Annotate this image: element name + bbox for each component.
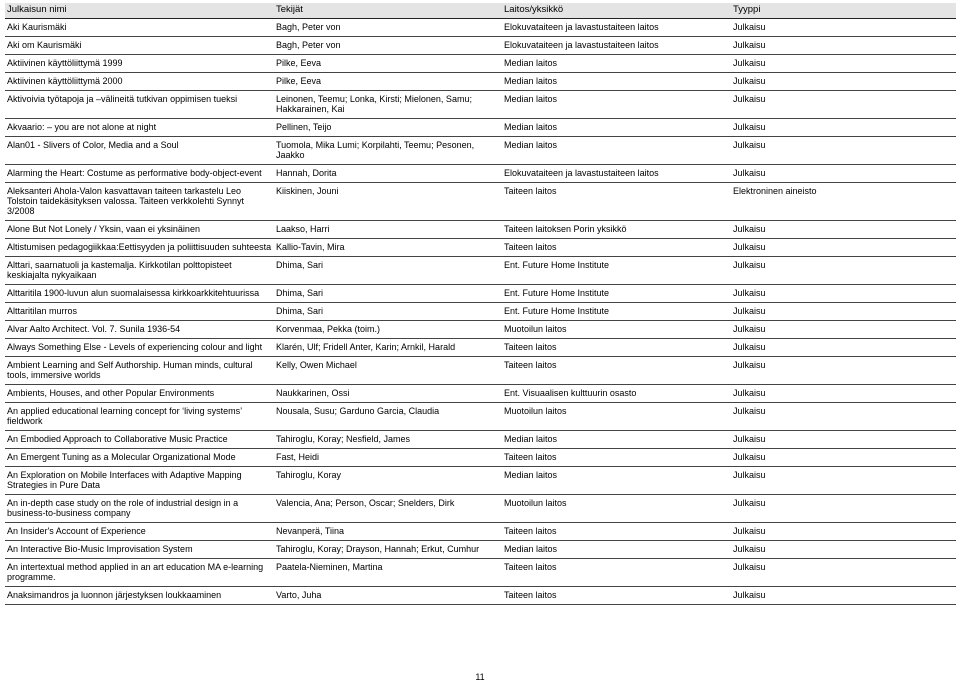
- cell-title: Aktiivinen käyttöliittymä 1999: [5, 55, 274, 73]
- cell-department: Ent. Future Home Institute: [502, 285, 731, 303]
- cell-title: Always Something Else - Levels of experiencing colour and light: [5, 339, 274, 357]
- cell-title: Ambient Learning and Self Authorship. Human minds, cultural tools, immersive worlds: [5, 357, 274, 385]
- cell-title: Aleksanteri Ahola-Valon kasvattavan taiteen tarkastelu Leo Tolstoin taidekäsityksen valossa. Taiteen verkkolehti Synnyt 3/2008: [5, 183, 274, 221]
- cell-title: Altistumisen pedagogiikkaa:Eettisyyden ja poliittisuuden suhteesta: [5, 239, 274, 257]
- cell-type: Julkaisu: [731, 221, 956, 239]
- cell-title: An Embodied Approach to Collaborative Music Practice: [5, 431, 274, 449]
- cell-type: Elektroninen aineisto: [731, 183, 956, 221]
- cell-title: An Interactive Bio-Music Improvisation System: [5, 541, 274, 559]
- table-row: [5, 467, 956, 495]
- cell-department: Taiteen laitos: [502, 523, 731, 541]
- cell-department: Elokuvataiteen ja lavastustaiteen laitos: [502, 165, 731, 183]
- table-row: [5, 91, 956, 119]
- cell-type: Julkaisu: [731, 239, 956, 257]
- cell-department: Median laitos: [502, 541, 731, 559]
- cell-authors: Nousala, Susu; Garduno Garcia, Claudia: [274, 403, 502, 431]
- cell-type: Julkaisu: [731, 137, 956, 165]
- cell-type: Julkaisu: [731, 19, 956, 37]
- table-row: [5, 55, 956, 73]
- table-row: [5, 257, 956, 285]
- cell-department: Elokuvataiteen ja lavastustaiteen laitos: [502, 37, 731, 55]
- cell-department: Median laitos: [502, 55, 731, 73]
- cell-title: Ambients, Houses, and other Popular Environments: [5, 385, 274, 403]
- cell-authors: Pellinen, Teijo: [274, 119, 502, 137]
- cell-type: Julkaisu: [731, 73, 956, 91]
- cell-type: Julkaisu: [731, 495, 956, 523]
- cell-type: Julkaisu: [731, 91, 956, 119]
- cell-department: Median laitos: [502, 119, 731, 137]
- cell-authors: Tahiroglu, Koray; Nesfield, James: [274, 431, 502, 449]
- cell-title: Alttaritilan murros: [5, 303, 274, 321]
- header-title: Julkaisun nimi: [5, 3, 274, 19]
- cell-authors: Naukkarinen, Ossi: [274, 385, 502, 403]
- cell-authors: Klarén, Ulf; Fridell Anter, Karin; Arnkil, Harald: [274, 339, 502, 357]
- cell-type: Julkaisu: [731, 541, 956, 559]
- cell-type: Julkaisu: [731, 55, 956, 73]
- cell-department: Median laitos: [502, 467, 731, 495]
- cell-authors: Kallio-Tavin, Mira: [274, 239, 502, 257]
- table-row: [5, 523, 956, 541]
- cell-type: Julkaisu: [731, 257, 956, 285]
- page-number: 11: [475, 672, 485, 682]
- cell-authors: Hannah, Dorita: [274, 165, 502, 183]
- cell-authors: Dhima, Sari: [274, 303, 502, 321]
- cell-title: An Insider's Account of Experience: [5, 523, 274, 541]
- cell-authors: Dhima, Sari: [274, 285, 502, 303]
- table-header: [5, 3, 956, 19]
- publications-table: [5, 3, 956, 605]
- cell-authors: Dhima, Sari: [274, 257, 502, 285]
- cell-authors: Bagh, Peter von: [274, 37, 502, 55]
- cell-authors: Tahiroglu, Koray: [274, 467, 502, 495]
- cell-department: Taiteen laitos: [502, 239, 731, 257]
- table-row: [5, 73, 956, 91]
- table-row: [5, 183, 956, 221]
- cell-type: Julkaisu: [731, 321, 956, 339]
- cell-authors: Nevanperä, Tiina: [274, 523, 502, 541]
- cell-department: Ent. Visuaalisen kulttuurin osasto: [502, 385, 731, 403]
- cell-authors: Bagh, Peter von: [274, 19, 502, 37]
- cell-title: Aki Kaurismäki: [5, 19, 274, 37]
- cell-title: An in-depth case study on the role of industrial design in a business-to-business company: [5, 495, 274, 523]
- cell-title: Alvar Aalto Architect. Vol. 7. Sunila 1936-54: [5, 321, 274, 339]
- header-row: [5, 3, 956, 19]
- header-authors: Tekijät: [274, 3, 502, 19]
- cell-department: Taiteen laitos: [502, 559, 731, 587]
- cell-type: Julkaisu: [731, 285, 956, 303]
- cell-authors: Kelly, Owen Michael: [274, 357, 502, 385]
- cell-department: Median laitos: [502, 137, 731, 165]
- table-row: [5, 137, 956, 165]
- cell-title: An Emergent Tuning as a Molecular Organizational Mode: [5, 449, 274, 467]
- table-row: [5, 449, 956, 467]
- table-row: [5, 431, 956, 449]
- cell-authors: Kiiskinen, Jouni: [274, 183, 502, 221]
- table-row: [5, 357, 956, 385]
- cell-department: Taiteen laitoksen Porin yksikkö: [502, 221, 731, 239]
- cell-department: Ent. Future Home Institute: [502, 257, 731, 285]
- table-row: [5, 119, 956, 137]
- cell-title: An intertextual method applied in an art education MA e-learning programme.: [5, 559, 274, 587]
- cell-type: Julkaisu: [731, 587, 956, 605]
- table-row: [5, 541, 956, 559]
- cell-department: Taiteen laitos: [502, 587, 731, 605]
- table-row: [5, 37, 956, 55]
- cell-department: Elokuvataiteen ja lavastustaiteen laitos: [502, 19, 731, 37]
- table-row: [5, 587, 956, 605]
- cell-department: Median laitos: [502, 431, 731, 449]
- cell-department: Muotoilun laitos: [502, 321, 731, 339]
- cell-type: Julkaisu: [731, 523, 956, 541]
- cell-authors: Varto, Juha: [274, 587, 502, 605]
- header-type: Tyyppi: [731, 3, 956, 19]
- cell-authors: Laakso, Harri: [274, 221, 502, 239]
- cell-title: Alarming the Heart: Costume as performative body-object-event: [5, 165, 274, 183]
- cell-title: Alone But Not Lonely / Yksin, vaan ei yksinäinen: [5, 221, 274, 239]
- table-row: [5, 339, 956, 357]
- cell-title: Aktivoivia työtapoja ja –välineitä tutkivan oppimisen tueksi: [5, 91, 274, 119]
- table-body: [5, 19, 956, 605]
- cell-title: An Exploration on Mobile Interfaces with Adaptive Mapping Strategies in Pure Data: [5, 467, 274, 495]
- cell-department: Muotoilun laitos: [502, 403, 731, 431]
- cell-department: Taiteen laitos: [502, 357, 731, 385]
- cell-authors: Tahiroglu, Koray; Drayson, Hannah; Erkut, Cumhur: [274, 541, 502, 559]
- table-row: [5, 285, 956, 303]
- cell-type: Julkaisu: [731, 559, 956, 587]
- table-row: [5, 165, 956, 183]
- cell-type: Julkaisu: [731, 357, 956, 385]
- table-row: [5, 403, 956, 431]
- cell-department: Taiteen laitos: [502, 183, 731, 221]
- header-department: Laitos/yksikkö: [502, 3, 731, 19]
- cell-type: Julkaisu: [731, 165, 956, 183]
- cell-title: Aki om Kaurismäki: [5, 37, 274, 55]
- cell-authors: Valencia, Ana; Person, Oscar; Snelders, Dirk: [274, 495, 502, 523]
- cell-type: Julkaisu: [731, 431, 956, 449]
- cell-type: Julkaisu: [731, 303, 956, 321]
- cell-title: Alttari, saarnatuoli ja kastemalja. Kirkkotilan polttopisteet keskiajalta nykyaikaan: [5, 257, 274, 285]
- cell-title: Alttaritila 1900-luvun alun suomalaisessa kirkkoarkkitehtuurissa: [5, 285, 274, 303]
- cell-authors: Paatela-Nieminen, Martina: [274, 559, 502, 587]
- table-row: [5, 495, 956, 523]
- cell-authors: Tuomola, Mika Lumi; Korpilahti, Teemu; Pesonen, Jaakko: [274, 137, 502, 165]
- cell-type: Julkaisu: [731, 403, 956, 431]
- cell-type: Julkaisu: [731, 467, 956, 495]
- table-row: [5, 385, 956, 403]
- cell-department: Taiteen laitos: [502, 449, 731, 467]
- table-row: [5, 321, 956, 339]
- cell-title: An applied educational learning concept for ‘living systems’ fieldwork: [5, 403, 274, 431]
- cell-type: Julkaisu: [731, 119, 956, 137]
- cell-authors: Pilke, Eeva: [274, 73, 502, 91]
- cell-department: Muotoilun laitos: [502, 495, 731, 523]
- cell-department: Ent. Future Home Institute: [502, 303, 731, 321]
- cell-title: Alan01 - Slivers of Color, Media and a Soul: [5, 137, 274, 165]
- cell-type: Julkaisu: [731, 385, 956, 403]
- cell-title: Aktiivinen käyttöliittymä 2000: [5, 73, 274, 91]
- table-row: [5, 303, 956, 321]
- cell-type: Julkaisu: [731, 449, 956, 467]
- table-row: [5, 239, 956, 257]
- cell-department: Taiteen laitos: [502, 339, 731, 357]
- table-row: [5, 19, 956, 37]
- cell-title: Akvaario: – you are not alone at night: [5, 119, 274, 137]
- cell-authors: Korvenmaa, Pekka (toim.): [274, 321, 502, 339]
- cell-department: Median laitos: [502, 73, 731, 91]
- cell-authors: Pilke, Eeva: [274, 55, 502, 73]
- table-row: [5, 221, 956, 239]
- cell-type: Julkaisu: [731, 37, 956, 55]
- cell-authors: Fast, Heidi: [274, 449, 502, 467]
- cell-type: Julkaisu: [731, 339, 956, 357]
- cell-title: Anaksimandros ja luonnon järjestyksen loukkaaminen: [5, 587, 274, 605]
- cell-authors: Leinonen, Teemu; Lonka, Kirsti; Mielonen, Samu; Hakkarainen, Kai: [274, 91, 502, 119]
- cell-department: Median laitos: [502, 91, 731, 119]
- table-row: [5, 559, 956, 587]
